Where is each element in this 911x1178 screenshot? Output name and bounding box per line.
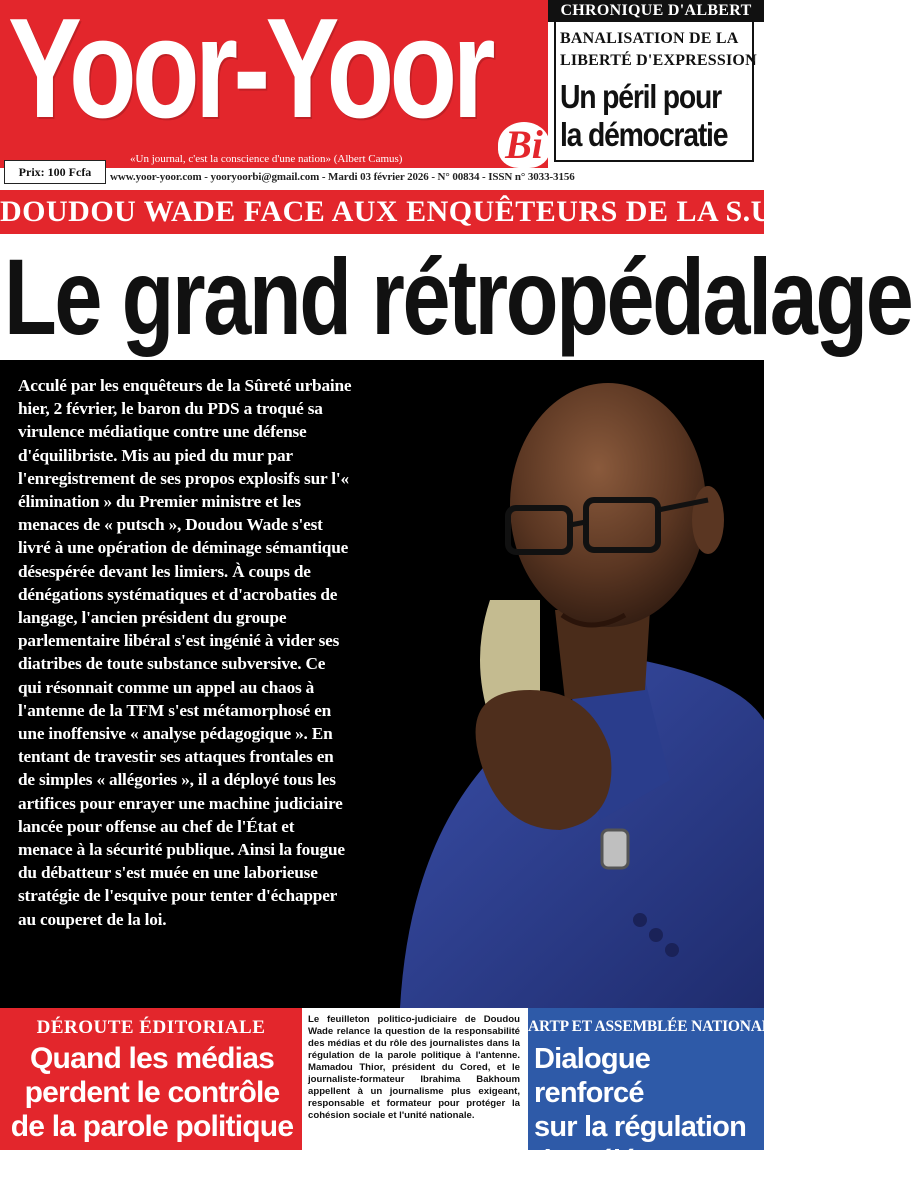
bottom-left-kicker: DÉROUTE ÉDITORIALE	[36, 1017, 266, 1038]
chronique-headline-line: Un péril pour	[560, 78, 721, 115]
lead-body-text: Acculé par les enquêteurs de la Sûreté urbaine hier, 2 février, le baron du PDS a troqué sa virulence médiatique contre une défense d'équilibriste. Mis au pied du mur par l'enregistrement de ses propos explosifs sur l'« élimination » du Premier ministre et les menaces de « putsch », Doudou Wade s'est livré à une opération de déminage sémantique désespérée devant les limiers. À coups de dénégations systématiques et d'acrobaties de langage, l'ancien président du groupe parlementaire libéral s'est ingénié à vider ses diatribes de toute substance subversive. Ce qui résonnait comme un appel au chaos à l'antenne de la TFM s'est métamorphosé en une inoffensive « analyse pédagogique ». En tentant de travestir ses attaques frontales en de simples « allégories », il a déployé tous les artifices pour enrayer une machine judiciaire lancée pour offense au chef de l'État et menace à la sécurité publique. Ainsi la fougue du débatteur s'est muée en une laborieuse stratégie de l'esquive pour tenter d'échapper au couperet de la loi.	[18, 376, 352, 929]
chronique-headline[interactable]	[560, 78, 732, 158]
bottom-right-headline-line: des télécoms	[534, 1145, 709, 1177]
bottom-left-headline	[6, 1042, 298, 1148]
chronique-label: CHRONIQUE D'ALBERT	[548, 0, 764, 22]
bottom-right-kicker: ARTP ET ASSEMBLÉE NATIONALE	[528, 1018, 783, 1035]
bottom-left-headline-line: perdent le contrôle	[24, 1076, 280, 1109]
lead-headline: Le grand rétropédalage	[4, 236, 911, 357]
chronique-subtitle-line: BANALISATION DE LA	[560, 30, 739, 47]
bottom-right-headline-line: sur la régulation	[534, 1111, 746, 1143]
issue-info-line: www.yoor-yoor.com - yooryoorbi@gmail.com - Mardi 03 février 2026 - N° 00834 - ISSN n° 3033-3156	[110, 171, 575, 183]
lead-headline-block[interactable]	[0, 234, 911, 360]
portrait-photo	[340, 360, 764, 1008]
bottom-left-headline-line: de la parole politique	[10, 1110, 294, 1143]
lead-kicker: DOUDOU WADE FACE AUX ENQUÊTEURS DE LA S.U.	[0, 190, 764, 234]
newspaper-logo: Yoor-Yoor	[8, 0, 491, 148]
chronique-headline-line: la démocratie	[560, 116, 728, 153]
logo-suffix-badge: Bi	[498, 122, 550, 168]
bottom-right-headline	[534, 1042, 762, 1177]
chronique-subtitle	[560, 28, 760, 74]
bottom-left-headline-line: Quand les médias	[30, 1042, 274, 1075]
price-label: Prix: 100 Fcfa	[4, 160, 106, 184]
chronique-subtitle-line: LIBERTÉ D'EXPRESSION	[560, 52, 757, 69]
tagline: «Un journal, c'est la conscience d'une nation» (Albert Camus)	[130, 153, 403, 165]
bottom-right-headline-line: Dialogue renforcé	[534, 1043, 651, 1109]
bottom-middle-summary: Le feuilleton politico-judiciaire de Doudou Wade relance la question de la responsabilité des médias et du rôle des journalistes dans la régulation de la parole politique à l'antenne. Mamadou Thior, président du Cored, et le journaliste-formateur Ibrahima Bakhoum appellent à un journalisme plus exigeant, responsable et formateur pour protéger la cohésion sociale et l'unité nationale.	[308, 1014, 520, 1121]
